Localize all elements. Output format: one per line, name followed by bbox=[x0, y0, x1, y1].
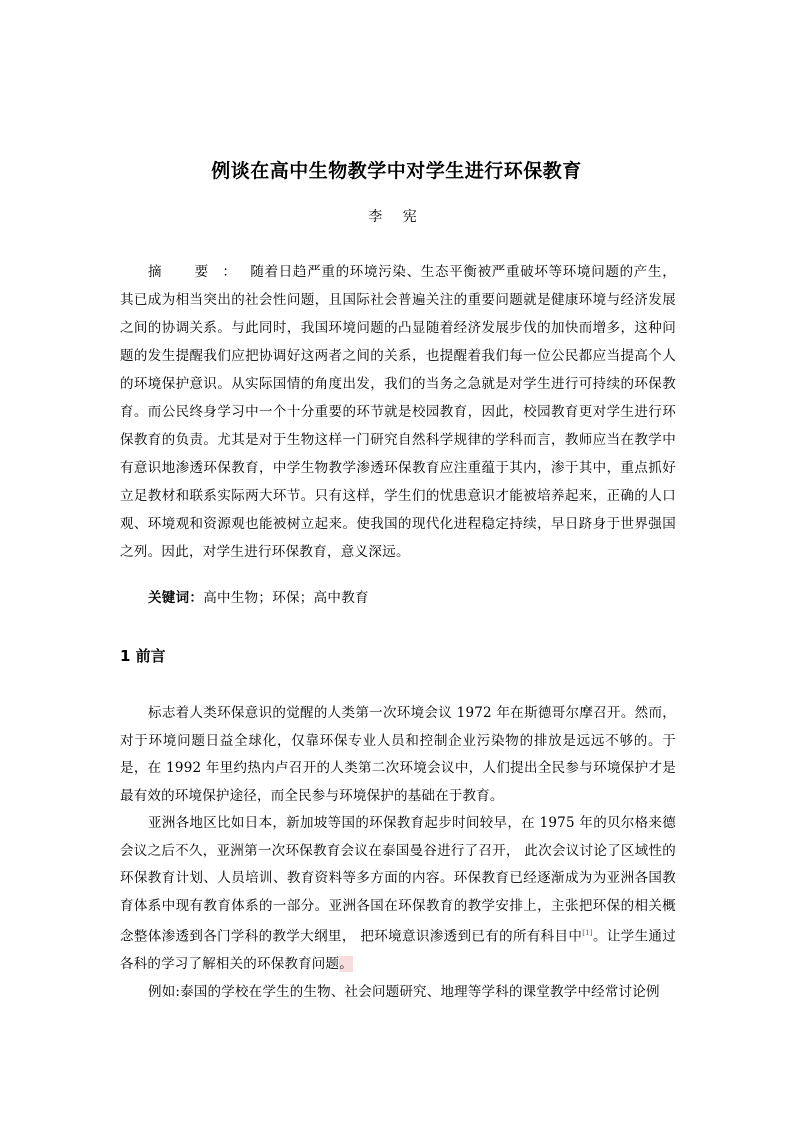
abstract-paragraph bbox=[120, 258, 676, 566]
keywords-line bbox=[148, 584, 369, 612]
section-body bbox=[120, 700, 676, 1006]
abstract-label: 摘 要： bbox=[148, 264, 251, 280]
keywords-label: 关键词： bbox=[148, 590, 204, 606]
citation-ref[interactable]: [1] bbox=[582, 929, 593, 937]
body-paragraph-2 bbox=[120, 810, 676, 979]
section-heading-introduction: 1 前言 bbox=[120, 647, 166, 665]
body-paragraph-3: 例如:泰国的学校在学生的生物、社会问题研究、地理等学科的课堂教学中经常讨论例 bbox=[148, 983, 660, 1000]
body-paragraph-2-text-b: 。让学生通过各科的学习了解相关的环保教育问题 bbox=[120, 928, 677, 972]
body-paragraph-2-text-a: 亚洲各地区比如日本，新加坡等国的环保教育起步时间较早，在 1975 年的贝尔格来德会议之后不久，亚洲第一次环保教育会议在泰国曼谷进行了召开， 此次会议讨论了区域性的环保教育计划、人员培训、教育资料等多方面的内容。环保教育已经逐渐成为为亚洲各国教育体系中现有教育体系的一部分。亚洲各国在环保教育的教学安排上，主张把环保的相关概念整体渗透到各门学科的教学大纲里， 把环境意识渗透到已有的所有科目中 bbox=[120, 815, 676, 945]
keywords-text: 高中生物；环保；高中教育 bbox=[203, 590, 369, 606]
highlighted-mark: 。 bbox=[339, 956, 353, 972]
abstract-text: 随着日趋严重的环境污染、生态平衡被严重破坏等环境问题的产生，其已成为相当突出的社会性问题，且国际社会普遍关注的重要问题就是健康环境与经济发展之间的协调关系。与此同时，我国环境问题的凸显随着经济发展步伐的加快而增多，这种问题的发生提醒我们应把协调好这两者之间的关系，也提醒着我们每一位公民都应当提高个人的环境保护意识。从实际国情的角度出发，我们的当务之急就是对学生进行可持续的环保教育。而公民终身学习中一个十分重要的环节就是校园教育，因此，校园教育更对学生进行环保教育的负责。尤其是对于生物这样一门研究自然科学规律的学科而言，教师应当在教学中有意识地渗透环保教育，中学生物教学渗透环保教育应注重蕴于其内，渗于其中，重点抓好立足教材和联系实际两大环节。只有这样，学生们的忧患意识才能被培养起来，正确的人口观、环境观和资源观也能被树立起来。使我国的现代化进程稳定持续，早日跻身于世界强国之列。因此，对学生进行环保教育，意义深远。 bbox=[120, 264, 677, 560]
body-paragraph-1: 标志着人类环保意识的觉醒的人类第一次环境会议 1972 年在斯德哥尔摩召开。然而，对于环境问题日益全球化，仅靠环保专业人员和控制企业污染物的排放是远远不够的。于是，在 1992 年里约热内卢召开的人类第二次环境会议中，人们提出全民参与环境保护才是最有效的环境保护途径，而全民参与环境保护的基础在于教育。 bbox=[120, 705, 676, 804]
paper-title: 例谈在高中生物教学中对学生进行环保教育 bbox=[211, 159, 582, 182]
author-name: 李 宪 bbox=[368, 209, 425, 225]
